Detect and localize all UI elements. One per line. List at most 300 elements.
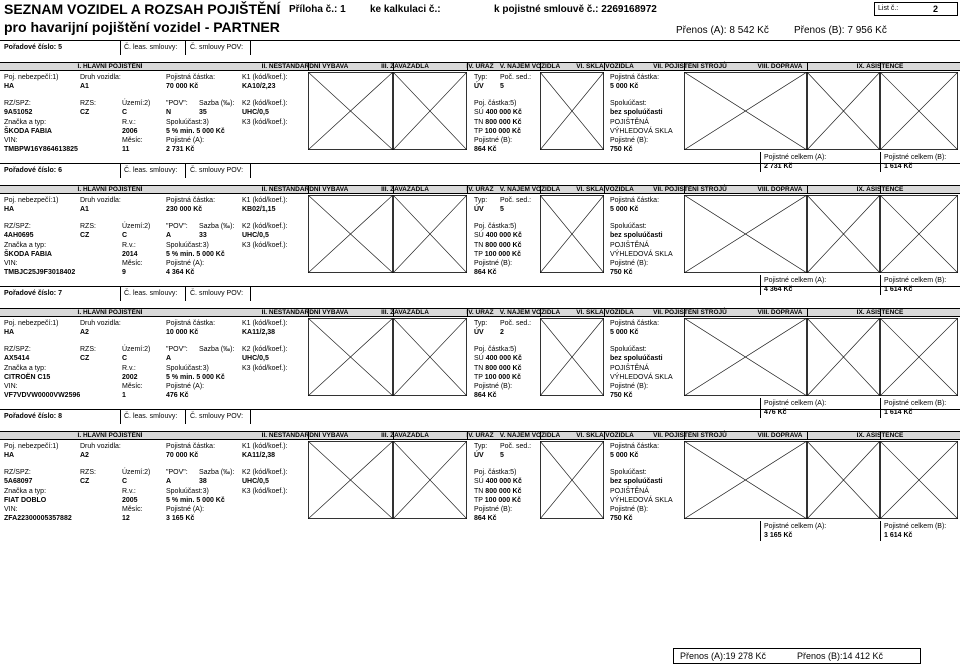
divider bbox=[684, 185, 685, 194]
divider bbox=[760, 398, 761, 418]
risk-label: Poj. nebezpečí:1) bbox=[4, 74, 59, 81]
divider bbox=[467, 62, 468, 71]
not-insured-cross bbox=[684, 195, 807, 273]
prem-a-label: Pojistné (A): bbox=[166, 260, 205, 267]
coins3-label: Spoluúčast:3) bbox=[166, 119, 209, 126]
rzs-value: CZ bbox=[80, 109, 90, 116]
divider bbox=[604, 308, 605, 317]
divider bbox=[807, 62, 808, 71]
k3-label: K3 (kód/koef.): bbox=[242, 119, 288, 126]
k1-value: KA11/2,38 bbox=[242, 452, 276, 459]
su-value: SÚ 400 000 Kč bbox=[474, 232, 522, 239]
risk-value: HA bbox=[4, 83, 15, 90]
coinsurance-value: bez spoluúčasti bbox=[610, 109, 663, 116]
divider bbox=[393, 62, 394, 71]
not-insured-cross bbox=[393, 195, 467, 273]
k2-value: UHC/0,5 bbox=[242, 355, 269, 362]
coins3-label: Spoluúčast:3) bbox=[166, 365, 209, 372]
typ-value: ÚV bbox=[474, 452, 484, 459]
not-insured-cross bbox=[308, 72, 393, 150]
tn-value: TN 800 000 Kč bbox=[474, 365, 522, 372]
section-title: V. NÁJEM VOZIDLA bbox=[499, 186, 561, 193]
total-b-value: 1 614 Kč bbox=[884, 163, 913, 170]
section-title: V. NÁJEM VOZIDLA bbox=[499, 63, 561, 70]
transfer-a: Přenos (A): 8 542 Kč bbox=[676, 25, 769, 36]
divider bbox=[880, 308, 881, 317]
k2-label: K2 (kód/koef.): bbox=[242, 469, 288, 476]
brand-label: Značka a typ: bbox=[4, 242, 47, 249]
section-header bbox=[0, 62, 960, 71]
pov-label: "POV": bbox=[166, 223, 188, 230]
divider bbox=[880, 152, 881, 172]
sum-value: 10 000 Kč bbox=[166, 329, 199, 336]
month-label: Měsíc: bbox=[122, 260, 143, 267]
prem-a-label: Pojistné (A): bbox=[166, 506, 205, 513]
section-title: V. NÁJEM VOZIDLA bbox=[499, 309, 561, 316]
rzs-label: RZS: bbox=[80, 346, 96, 353]
section-title: VII. POJIŠTĚNÍ STROJŮ bbox=[653, 309, 727, 316]
sheet-number: 2 bbox=[933, 4, 939, 14]
order-number: Pořadové číslo: 8 bbox=[4, 413, 62, 420]
prem_a-value: 476 Kč bbox=[166, 392, 189, 399]
prem-a-label: Pojistné (A): bbox=[166, 137, 205, 144]
share-label: Poj. částka:5) bbox=[474, 223, 517, 230]
divider bbox=[185, 163, 186, 178]
total-b-label: Pojistné celkem (B): bbox=[884, 154, 947, 161]
not-insured-cross bbox=[393, 72, 467, 150]
coinsurance-value: bez spoluúčasti bbox=[610, 232, 663, 239]
rate-value: 33 bbox=[199, 232, 207, 239]
rate-label: Sazba (‰): bbox=[199, 346, 235, 353]
transfer-b: Přenos (B): 7 956 Kč bbox=[794, 25, 887, 36]
rv-value: 2002 bbox=[122, 374, 138, 381]
tp-value: TP 100 000 Kč bbox=[474, 251, 521, 258]
pov-label: "POV": bbox=[166, 346, 188, 353]
divider bbox=[880, 398, 881, 418]
divider bbox=[540, 185, 541, 194]
rate-label: Sazba (‰): bbox=[199, 223, 235, 230]
section-title: IX. ASISTENCE bbox=[856, 186, 904, 193]
typ-value: ÚV bbox=[474, 206, 484, 213]
glass-subtitle: VÝHLEDOVÁ SKLA bbox=[610, 374, 673, 381]
total-a-value: 2 731 Kč bbox=[764, 163, 793, 170]
section-title: I. HLAVNÍ POJIŠTĚNÍ bbox=[77, 309, 143, 316]
risk-label: Poj. nebezpečí:1) bbox=[4, 443, 59, 450]
section-title: IV. ÚRAZ bbox=[466, 309, 494, 316]
coinsurance-value: bez spoluúčasti bbox=[610, 478, 663, 485]
glass-sum-value: 5 000 Kč bbox=[610, 83, 639, 90]
divider bbox=[684, 431, 685, 440]
coinsurance-label: Spoluúčast: bbox=[610, 100, 647, 107]
spz-label: RZ/SPZ: bbox=[4, 346, 31, 353]
pov-value: A bbox=[166, 232, 172, 239]
glass-prem-label: Pojistné (B): bbox=[610, 383, 649, 390]
pov-contract-label: Č. smlouvy POV: bbox=[190, 167, 244, 174]
vehicle-type-label: Druh vozidla: bbox=[80, 197, 121, 204]
prem-b-value: 864 Kč bbox=[474, 269, 497, 276]
share-label: Poj. částka:5) bbox=[474, 469, 517, 476]
divider bbox=[185, 286, 186, 301]
brand-value: ŠKODA FABIA bbox=[4, 251, 52, 258]
pov-label: "POV": bbox=[166, 469, 188, 476]
divider bbox=[120, 163, 121, 178]
divider bbox=[308, 185, 309, 194]
rv-value: 2005 bbox=[122, 497, 138, 504]
month-label: Měsíc: bbox=[122, 383, 143, 390]
not-insured-cross bbox=[540, 441, 604, 519]
territory-value: C bbox=[122, 109, 128, 116]
rv-label: R.v.: bbox=[122, 365, 136, 372]
divider bbox=[467, 431, 468, 440]
divider bbox=[467, 185, 468, 194]
vin-value: VF7VDVW0000VW2596 bbox=[4, 392, 81, 399]
divider bbox=[604, 62, 605, 71]
glass-prem-value: 750 Kč bbox=[610, 515, 633, 522]
glass-sum-label: Pojistná částka: bbox=[610, 197, 660, 204]
territory-value: C bbox=[122, 355, 128, 362]
divider bbox=[684, 62, 685, 71]
k2-value: UHC/0,5 bbox=[242, 232, 269, 239]
territory-label: Území:2) bbox=[122, 346, 151, 353]
rv-label: R.v.: bbox=[122, 242, 136, 249]
section-title: I. HLAVNÍ POJIŠTĚNÍ bbox=[77, 63, 143, 70]
glass-sum-label: Pojistná částka: bbox=[610, 443, 660, 450]
spz-value: 4AH0695 bbox=[4, 232, 34, 239]
divider bbox=[760, 275, 761, 295]
divider bbox=[250, 40, 251, 55]
divider bbox=[880, 521, 881, 541]
section-title: IV. ÚRAZ bbox=[466, 186, 494, 193]
brand-value: FIAT DOBLO bbox=[4, 497, 47, 504]
prem_a-value: 4 364 Kč bbox=[166, 269, 195, 276]
sum-label: Pojistná částka: bbox=[166, 443, 216, 450]
typ-value: ÚV bbox=[474, 329, 484, 336]
pov-value: A bbox=[166, 355, 172, 362]
not-insured-cross bbox=[393, 441, 467, 519]
vin-label: VIN: bbox=[4, 260, 18, 267]
coinsurance-label: Spoluúčast: bbox=[610, 469, 647, 476]
vin-label: VIN: bbox=[4, 137, 18, 144]
total-a-label: Pojistné celkem (A): bbox=[764, 523, 827, 530]
glass-prem-value: 750 Kč bbox=[610, 146, 633, 153]
section-title: V. NÁJEM VOZIDLA bbox=[499, 432, 561, 439]
seats-value: 5 bbox=[500, 452, 504, 459]
total-a-label: Pojistné celkem (A): bbox=[764, 154, 827, 161]
seats-value: 5 bbox=[500, 206, 504, 213]
total-a-label: Pojistné celkem (A): bbox=[764, 277, 827, 284]
k2-value: UHC/0,5 bbox=[242, 478, 269, 485]
not-insured-cross bbox=[308, 195, 393, 273]
divider bbox=[308, 308, 309, 317]
section-title: VI. SKLA VOZIDLA bbox=[576, 309, 634, 316]
vin-value: TMBJC25J9F3018402 bbox=[4, 269, 76, 276]
rate-value: 35 bbox=[199, 109, 207, 116]
not-insured-cross bbox=[807, 441, 880, 519]
tp-value: TP 100 000 Kč bbox=[474, 497, 521, 504]
divider bbox=[185, 40, 186, 55]
k3-label: K3 (kód/koef.): bbox=[242, 488, 288, 495]
vehicle-type-label: Druh vozidla: bbox=[80, 443, 121, 450]
pov-value: N bbox=[166, 109, 172, 116]
pov-label: "POV": bbox=[166, 100, 188, 107]
divider bbox=[308, 62, 309, 71]
k1-value: KB02/1,15 bbox=[242, 206, 276, 213]
total-a-label: Pojistné celkem (A): bbox=[764, 400, 827, 407]
leasing-contract-label: Č. leas. smlouvy: bbox=[124, 167, 178, 174]
document-title: SEZNAM VOZIDEL A ROZSAH POJIŠTĚNÍ bbox=[4, 1, 281, 17]
section-title: VII. POJIŠTĚNÍ STROJŮ bbox=[653, 186, 727, 193]
block-top-rule bbox=[0, 409, 960, 410]
prem-b-label: Pojistné (B): bbox=[474, 260, 513, 267]
k3-label: K3 (kód/koef.): bbox=[242, 365, 288, 372]
footer-transfer-a: Přenos (A):19 278 Kč bbox=[680, 651, 767, 661]
section-title: VII. POJIŠTĚNÍ STROJŮ bbox=[653, 432, 727, 439]
sum-label: Pojistná částka: bbox=[166, 197, 216, 204]
k1-label: K1 (kód/koef.): bbox=[242, 443, 288, 450]
leasing-contract-label: Č. leas. smlouvy: bbox=[124, 290, 178, 297]
territory-label: Území:2) bbox=[122, 223, 151, 230]
section-title: IX. ASISTENCE bbox=[856, 432, 904, 439]
divider bbox=[393, 308, 394, 317]
k3-label: K3 (kód/koef.): bbox=[242, 242, 288, 249]
total-b-value: 1 614 Kč bbox=[884, 532, 913, 539]
sum-value: 70 000 Kč bbox=[166, 83, 199, 90]
prem-a-label: Pojistné (A): bbox=[166, 383, 205, 390]
footer-transfer-b: Přenos (B):14 412 Kč bbox=[797, 651, 884, 661]
typ-label: Typ: bbox=[474, 443, 488, 450]
document-subtitle: pro havarijní pojištění vozidel - PARTNER bbox=[4, 19, 280, 35]
vin-value: TMBPW16Y864613825 bbox=[4, 146, 78, 153]
seats-label: Poč. sed.: bbox=[500, 197, 532, 204]
k2-label: K2 (kód/koef.): bbox=[242, 223, 288, 230]
total-a-value: 4 364 Kč bbox=[764, 286, 793, 293]
k2-label: K2 (kód/koef.): bbox=[242, 100, 288, 107]
section-header bbox=[0, 431, 960, 440]
divider bbox=[308, 431, 309, 440]
prem_a-value: 3 165 Kč bbox=[166, 515, 195, 522]
section-title: II. NESTANDARDNÍ VÝBAVA bbox=[261, 186, 349, 193]
k1-label: K1 (kód/koef.): bbox=[242, 320, 288, 327]
glass-sum-value: 5 000 Kč bbox=[610, 329, 639, 336]
rzs-label: RZS: bbox=[80, 100, 96, 107]
calculation-label: ke kalkulaci č.: bbox=[370, 4, 441, 15]
glass-prem-label: Pojistné (B): bbox=[610, 506, 649, 513]
divider bbox=[250, 163, 251, 178]
risk-value: HA bbox=[4, 452, 15, 459]
glass-sum-label: Pojistná částka: bbox=[610, 320, 660, 327]
seats-label: Poč. sed.: bbox=[500, 443, 532, 450]
typ-value: ÚV bbox=[474, 83, 484, 90]
vtype-value: A2 bbox=[80, 452, 89, 459]
divider bbox=[540, 62, 541, 71]
section-title: IX. ASISTENCE bbox=[856, 63, 904, 70]
rv-label: R.v.: bbox=[122, 119, 136, 126]
month-value: 12 bbox=[122, 515, 130, 522]
not-insured-cross bbox=[540, 72, 604, 150]
divider bbox=[604, 431, 605, 440]
coins3-label: Spoluúčast:3) bbox=[166, 242, 209, 249]
section-title: II. NESTANDARDNÍ VÝBAVA bbox=[261, 63, 349, 70]
section-title: III. ZAVAZADLA bbox=[381, 186, 429, 193]
divider bbox=[393, 431, 394, 440]
not-insured-cross bbox=[540, 195, 604, 273]
divider bbox=[760, 152, 761, 172]
glass-prem-label: Pojistné (B): bbox=[610, 137, 649, 144]
territory-value: C bbox=[122, 478, 128, 485]
vtype-value: A1 bbox=[80, 206, 89, 213]
total-a-value: 3 165 Kč bbox=[764, 532, 793, 539]
rzs-label: RZS: bbox=[80, 469, 96, 476]
vtype-value: A2 bbox=[80, 329, 89, 336]
vin-label: VIN: bbox=[4, 506, 18, 513]
territory-label: Území:2) bbox=[122, 100, 151, 107]
spz-label: RZ/SPZ: bbox=[4, 100, 31, 107]
section-title: I. HLAVNÍ POJIŠTĚNÍ bbox=[77, 186, 143, 193]
rzs-value: CZ bbox=[80, 355, 90, 362]
divider bbox=[540, 308, 541, 317]
brand-label: Značka a typ: bbox=[4, 365, 47, 372]
territory-label: Území:2) bbox=[122, 469, 151, 476]
share-label: Poj. částka:5) bbox=[474, 346, 517, 353]
sheet-box bbox=[874, 2, 958, 16]
divider bbox=[760, 521, 761, 541]
divider bbox=[120, 286, 121, 301]
glass-title: POJIŠTĚNÁ bbox=[610, 242, 649, 249]
glass-subtitle: VÝHLEDOVÁ SKLA bbox=[610, 497, 673, 504]
total-b-label: Pojistné celkem (B): bbox=[884, 277, 947, 284]
not-insured-cross bbox=[540, 318, 604, 396]
glass-prem-value: 750 Kč bbox=[610, 269, 633, 276]
divider bbox=[185, 409, 186, 424]
divider bbox=[807, 431, 808, 440]
not-insured-cross bbox=[308, 441, 393, 519]
leasing-contract-label: Č. leas. smlouvy: bbox=[124, 44, 178, 51]
glass-title: POJIŠTĚNÁ bbox=[610, 119, 649, 126]
section-title: VIII. DOPRAVA bbox=[757, 432, 803, 439]
brand-value: CITROËN C15 bbox=[4, 374, 51, 381]
sum-label: Pojistná částka: bbox=[166, 74, 216, 81]
block-top-rule bbox=[0, 163, 960, 164]
order-number: Pořadové číslo: 7 bbox=[4, 290, 62, 297]
section-title: VI. SKLA VOZIDLA bbox=[576, 432, 634, 439]
seats-value: 2 bbox=[500, 329, 504, 336]
divider bbox=[880, 185, 881, 194]
coins3-value: 5 % min. 5 000 Kč bbox=[166, 497, 225, 504]
vehicle-type-label: Druh vozidla: bbox=[80, 74, 121, 81]
divider bbox=[467, 308, 468, 317]
glass-title: POJIŠTĚNÁ bbox=[610, 488, 649, 495]
sum-value: 70 000 Kč bbox=[166, 452, 199, 459]
block-top-rule bbox=[0, 40, 960, 41]
divider bbox=[880, 431, 881, 440]
glass-subtitle: VÝHLEDOVÁ SKLA bbox=[610, 128, 673, 135]
prem-b-label: Pojistné (B): bbox=[474, 506, 513, 513]
risk-label: Poj. nebezpečí:1) bbox=[4, 197, 59, 204]
not-insured-cross bbox=[807, 195, 880, 273]
share-label: Poj. částka:5) bbox=[474, 100, 517, 107]
leasing-contract-label: Č. leas. smlouvy: bbox=[124, 413, 178, 420]
k2-label: K2 (kód/koef.): bbox=[242, 346, 288, 353]
month-value: 1 bbox=[122, 392, 126, 399]
tn-value: TN 800 000 Kč bbox=[474, 488, 522, 495]
k1-value: KA11/2,38 bbox=[242, 329, 276, 336]
month-label: Měsíc: bbox=[122, 506, 143, 513]
section-title: II. NESTANDARDNÍ VÝBAVA bbox=[261, 432, 349, 439]
typ-label: Typ: bbox=[474, 74, 488, 81]
coins3-value: 5 % min. 5 000 Kč bbox=[166, 128, 225, 135]
order-number: Pořadové číslo: 6 bbox=[4, 167, 62, 174]
total-b-value: 1 614 Kč bbox=[884, 286, 913, 293]
section-title: VIII. DOPRAVA bbox=[757, 186, 803, 193]
section-title: IV. ÚRAZ bbox=[466, 63, 494, 70]
not-insured-cross bbox=[308, 318, 393, 396]
rate-label: Sazba (‰): bbox=[199, 469, 235, 476]
annex-label: Příloha č.: 1 bbox=[289, 4, 346, 15]
section-title: II. NESTANDARDNÍ VÝBAVA bbox=[261, 309, 349, 316]
typ-label: Typ: bbox=[474, 320, 488, 327]
k1-label: K1 (kód/koef.): bbox=[242, 197, 288, 204]
territory-value: C bbox=[122, 232, 128, 239]
coinsurance-value: bez spoluúčasti bbox=[610, 355, 663, 362]
not-insured-cross bbox=[880, 72, 958, 150]
coins3-value: 5 % min. 5 000 Kč bbox=[166, 374, 225, 381]
risk-label: Poj. nebezpečí:1) bbox=[4, 320, 59, 327]
tn-value: TN 800 000 Kč bbox=[474, 119, 522, 126]
rv-label: R.v.: bbox=[122, 488, 136, 495]
tp-value: TP 100 000 Kč bbox=[474, 128, 521, 135]
divider bbox=[684, 308, 685, 317]
sum-label: Pojistná částka: bbox=[166, 320, 216, 327]
su-value: SÚ 400 000 Kč bbox=[474, 355, 522, 362]
su-value: SÚ 400 000 Kč bbox=[474, 109, 522, 116]
k1-label: K1 (kód/koef.): bbox=[242, 74, 288, 81]
pov-value: A bbox=[166, 478, 172, 485]
prem_a-value: 2 731 Kč bbox=[166, 146, 195, 153]
spz-label: RZ/SPZ: bbox=[4, 469, 31, 476]
total-b-value: 1 614 Kč bbox=[884, 409, 913, 416]
rzs-label: RZS: bbox=[80, 223, 96, 230]
month-label: Měsíc: bbox=[122, 137, 143, 144]
coins3-label: Spoluúčast:3) bbox=[166, 488, 209, 495]
section-title: III. ZAVAZADLA bbox=[381, 63, 429, 70]
coinsurance-label: Spoluúčast: bbox=[610, 223, 647, 230]
section-title: VI. SKLA VOZIDLA bbox=[576, 186, 634, 193]
rzs-value: CZ bbox=[80, 232, 90, 239]
prem-b-label: Pojistné (B): bbox=[474, 383, 513, 390]
glass-subtitle: VÝHLEDOVÁ SKLA bbox=[610, 251, 673, 258]
seats-label: Poč. sed.: bbox=[500, 74, 532, 81]
brand-label: Značka a typ: bbox=[4, 488, 47, 495]
pov-contract-label: Č. smlouvy POV: bbox=[190, 413, 244, 420]
block-top-rule bbox=[0, 286, 960, 287]
section-title: IX. ASISTENCE bbox=[856, 309, 904, 316]
section-title: III. ZAVAZADLA bbox=[381, 432, 429, 439]
spz-label: RZ/SPZ: bbox=[4, 223, 31, 230]
typ-label: Typ: bbox=[474, 197, 488, 204]
divider bbox=[250, 286, 251, 301]
tp-value: TP 100 000 Kč bbox=[474, 374, 521, 381]
sheet-label: List č.: bbox=[878, 5, 899, 12]
seats-value: 5 bbox=[500, 83, 504, 90]
order-number: Pořadové číslo: 5 bbox=[4, 44, 62, 51]
section-title: VIII. DOPRAVA bbox=[757, 63, 803, 70]
brand-label: Značka a typ: bbox=[4, 119, 47, 126]
month-value: 11 bbox=[122, 146, 130, 153]
not-insured-cross bbox=[880, 318, 958, 396]
not-insured-cross bbox=[880, 441, 958, 519]
glass-sum-value: 5 000 Kč bbox=[610, 452, 639, 459]
brand-value: ŠKODA FABIA bbox=[4, 128, 52, 135]
